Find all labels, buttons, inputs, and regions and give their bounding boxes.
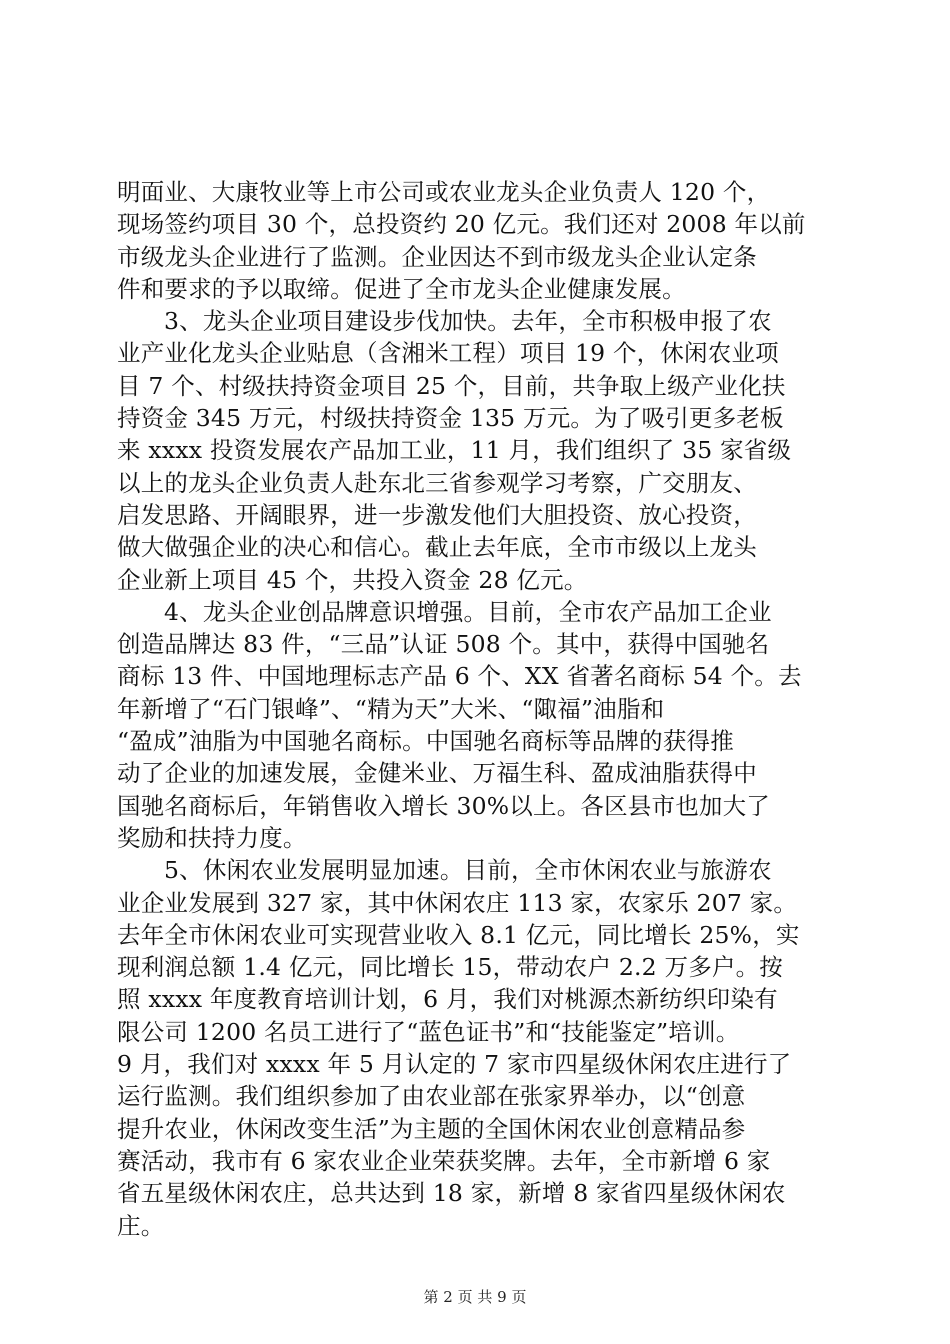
text-line: 奖励和扶持力度。 xyxy=(117,823,307,852)
paragraph-5-first-line: 5、休闲农业发展明显加速。目前，全市休闲农业与旅游农 xyxy=(164,856,772,885)
text-line: 限公司 1200 名员工进行了“蓝色证书”和“技能鉴定”培训。 xyxy=(117,1017,740,1046)
text-line: 来 xxxx 投资发展农产品加工业，11 月，我们组织了 35 家省级 xyxy=(117,436,792,465)
text-line: 现利润总额 1.4 亿元，同比增长 15，带动农户 2.2 万多户。按 xyxy=(117,953,783,982)
text-line: 持资金 345 万元，村级扶持资金 135 万元。为了吸引更多老板 xyxy=(117,404,784,433)
text-line: 创造品牌达 83 件，“三品”认证 508 个。其中，获得中国驰名 xyxy=(117,630,770,659)
text-line: 市级龙头企业进行了监测。企业因达不到市级龙头企业认定条 xyxy=(117,242,757,271)
text-line: 业企业发展到 327 家，其中休闲农庄 113 家，农家乐 207 家。 xyxy=(117,888,798,917)
text-line: 提升农业，休闲改变生活”为主题的全国休闲农业创意精品参 xyxy=(117,1114,746,1143)
text-line: 企业新上项目 45 个，共投入资金 28 亿元。 xyxy=(117,565,588,594)
text-line: 赛活动，我市有 6 家农业企业荣获奖牌。去年，全市新增 6 家 xyxy=(117,1146,771,1175)
text-line: 动了企业的加速发展，金健米业、万福生科、盈成油脂获得中 xyxy=(117,759,757,788)
text-line: 目 7 个、村级扶持资金项目 25 个，目前，共争取上级产业化扶 xyxy=(117,371,786,400)
text-line: 件和要求的予以取缔。促进了全市龙头企业健康发展。 xyxy=(117,274,686,303)
text-line: 业产业化龙头企业贴息（含湘米工程）项目 19 个，休闲农业项 xyxy=(117,339,779,368)
text-line: 9 月，我们对 xxxx 年 5 月认定的 7 家市四星级休闲农庄进行了 xyxy=(117,1050,792,1079)
text-line: 国驰名商标后，年销售收入增长 30%以上。各区县市也加大了 xyxy=(117,791,771,820)
text-line: 启发思路、开阔眼界，进一步激发他们大胆投资、放心投资， xyxy=(117,500,757,529)
text-line: 省五星级休闲农庄，总共达到 18 家，新增 8 家省四星级休闲农 xyxy=(117,1179,786,1208)
text-line: 照 xxxx 年度教育培训计划，6 月，我们对桃源杰新纺织印染有 xyxy=(117,985,778,1014)
text-line: 明面业、大康牧业等上市公司或农业龙头企业负责人 120 个， xyxy=(117,178,771,206)
paragraph-3-first-line: 3、龙头企业项目建设步伐加快。去年，全市积极申报了农 xyxy=(164,307,772,336)
text-line: 做大做强企业的决心和信心。截止去年底，全市市级以上龙头 xyxy=(117,533,757,562)
text-line: 年新增了“石门银峰”、“精为天”大米、“陬福”油脂和 xyxy=(117,694,665,723)
text-line: 庄。 xyxy=(117,1211,165,1240)
body-text xyxy=(117,176,837,1242)
text-line: 现场签约项目 30 个，总投资约 20 亿元。我们还对 2008 年以前 xyxy=(117,210,806,239)
text-line: 以上的龙头企业负责人赴东北三省参观学习考察，广交朋友、 xyxy=(117,468,757,497)
paragraph-4-first-line: 4、龙头企业创品牌意识增强。目前，全市农产品加工企业 xyxy=(164,597,772,626)
page-footer: 第 2 页 共 9 页 xyxy=(423,1288,527,1306)
text-line: 去年全市休闲农业可实现营业收入 8.1 亿元，同比增长 25%，实 xyxy=(117,920,800,949)
text-line: 商标 13 件、中国地理标志产品 6 个、XX 省著名商标 54 个。去 xyxy=(117,662,802,691)
text-line: “盈成”油脂为中国驰名商标。中国驰名商标等品牌的获得推 xyxy=(117,727,734,756)
text-line: 运行监测。我们组织参加了由农业部在张家界举办，以“创意 xyxy=(117,1082,746,1111)
